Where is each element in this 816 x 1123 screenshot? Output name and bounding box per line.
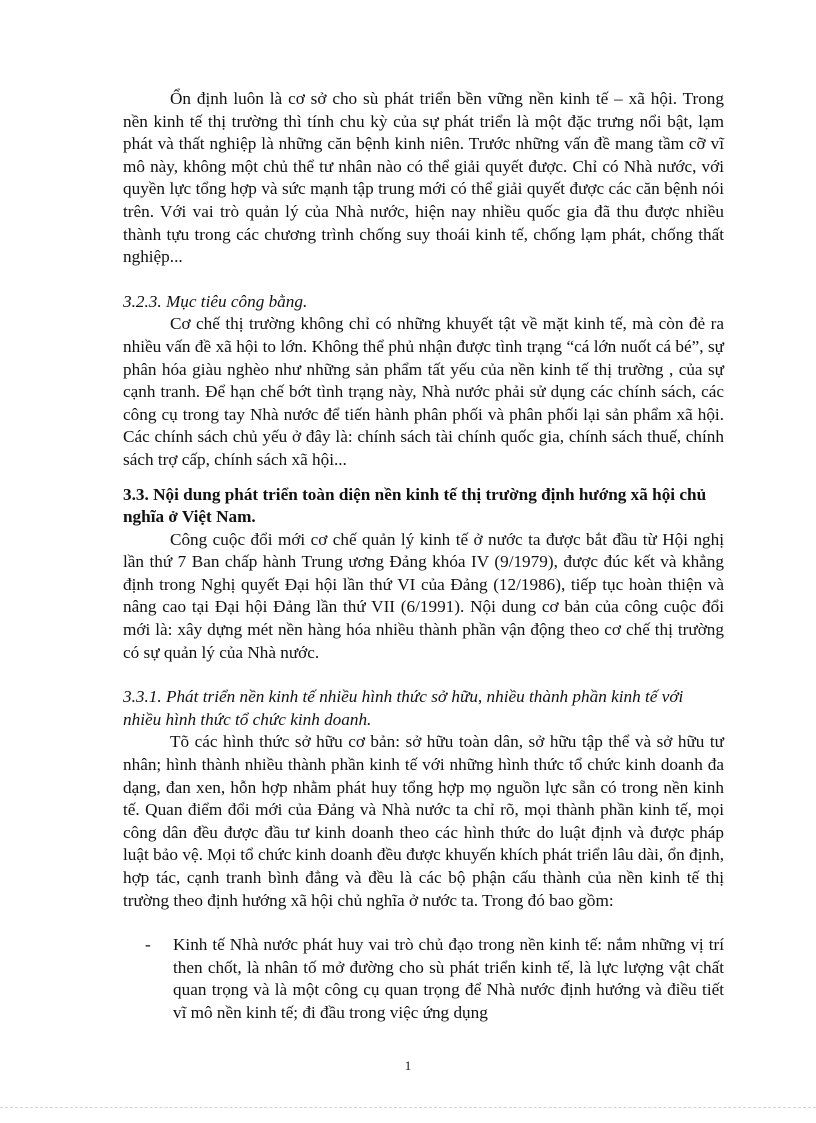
paragraph-equity: Cơ chế thị trường không chỉ có những khuyết tật về mặt kinh tế, mà còn đẻ ra nhiều vấn đề xã hội to lớn. Không thể phủ nhận được tình trạng “cá lớn nuốt cá bé”, sự phân hóa giàu nghèo như những sản phẩm tất yếu của nền kinh tế thị trường , của sự cạnh tranh. Để hạn chế bớt tình trạng này, Nhà nước phải sử dụng các chính sách, các công cụ trong tay Nhà nước để tiến hành phân phối và phân phối lại sản phẩm xã hội. Các chính sách chủ yếu ở đây là: chính sách tài chính quốc gia, chính sách thuế, chính sách trợ cấp, chính sách xã hội... (123, 314, 724, 469)
document-page (123, 88, 724, 1025)
page-number: 1 (404, 1058, 412, 1073)
page-bottom-rule (0, 1107, 816, 1108)
heading-3-3-1: 3.3.1. Phát triển nền kinh tế nhiều hình thức sở hữu, nhiều thành phần kinh tế với nhiều hình thức tổ chức kinh doanh. (123, 687, 684, 729)
paragraph-stability: Ổn định luôn là cơ sở cho sù phát triển bền vững nền kinh tế – xã hội. Trong nền kinh tế thị trường thì tính chu kỳ của sự phát triển là một đặc trưng nổi bật, lạm phát và thất nghiệp là những căn bệnh kinh niên. Trước những vấn đề mang tầm cỡ vĩ mô này, không một chủ thể tư nhân nào có thể giải quyết được. Chỉ có Nhà nước, với quyền lực tổng hợp và sức mạnh tập trung mới có thể giải quyết được các căn bệnh nói trên. Với vai trò quản lý của Nhà nước, hiện nay nhiều quốc gia đã thu được nhiều thành tựu trong các chương trình chống suy thoái kinh tế, chống lạm phát, chống thất nghiệp... (123, 89, 724, 267)
heading-3-3: 3.3. Nội dung phát triển toàn diện nền kinh tế thị trường định hướng xã hội chủ nghĩa ở Việt Nam. (123, 484, 707, 527)
list-item (145, 934, 724, 1024)
paragraph-ownership: Tõ các hình thức sở hữu cơ bản: sở hữu toàn dân, sở hữu tập thể và sở hữu tư nhân; hình thành nhiều thành phần kinh tế với những hình thức tổ chức kinh doanh đa dạng, đan xen, hỗn hợp nhằm phát huy tổng hợp mọ nguồn lực sẵn có trong nền kinh tế. Quan điểm đổi mới của Đảng và Nhà nước ta chỉ rõ, mọi thành phần kinh tế, mọi công dân đều được đầu tư kinh doanh theo các hình thức do luật định và được pháp luật bảo vệ. Mọi tổ chức kinh doanh đều được khuyến khích phát triển lâu dài, ổn định, hợp tác, cạnh tranh bình đẳng và đều là các bộ phận cấu thành của nền kinh tế thị trường theo định hướng xã hội chủ nghĩa ở nước ta. Trong đó bao gồm: (123, 732, 724, 910)
heading-3-2-3: 3.2.3. Mục tiêu công bằng. (123, 291, 308, 311)
bullet-dash: - (145, 935, 151, 955)
bullet-state-economy: Kinh tế Nhà nước phát huy vai trò chủ đạo trong nền kinh tế: nắm những vị trí then chốt, là nhân tố mở đường cho sù phát triển kinh tế, là lực lượng vật chất quan trọng và là một công cụ quan trọng để Nhà nước định hướng và điều tiết vĩ mô nền kinh tế; đi đầu trong việc ứng dụng (173, 935, 724, 1022)
paragraph-reform: Công cuộc đổi mới cơ chế quản lý kinh tế ở nước ta được bắt đầu từ Hội nghị lần thứ 7 Ban chấp hành Trung ương Đảng khóa IV (9/1979), được đúc kết và khẳng định trong Nghị quyết Đại hội lần thứ VI của Đảng (12/1986), tiếp tục hoàn thiện và nâng cao tại Đại hội Đảng lần thứ VII (6/1991). Nội dung cơ bản của công cuộc đổi mới là: xây dựng mét nền hàng hóa nhiều thành phần vận động theo cơ chế thị trường có sự quản lý của Nhà nước. (123, 529, 724, 662)
